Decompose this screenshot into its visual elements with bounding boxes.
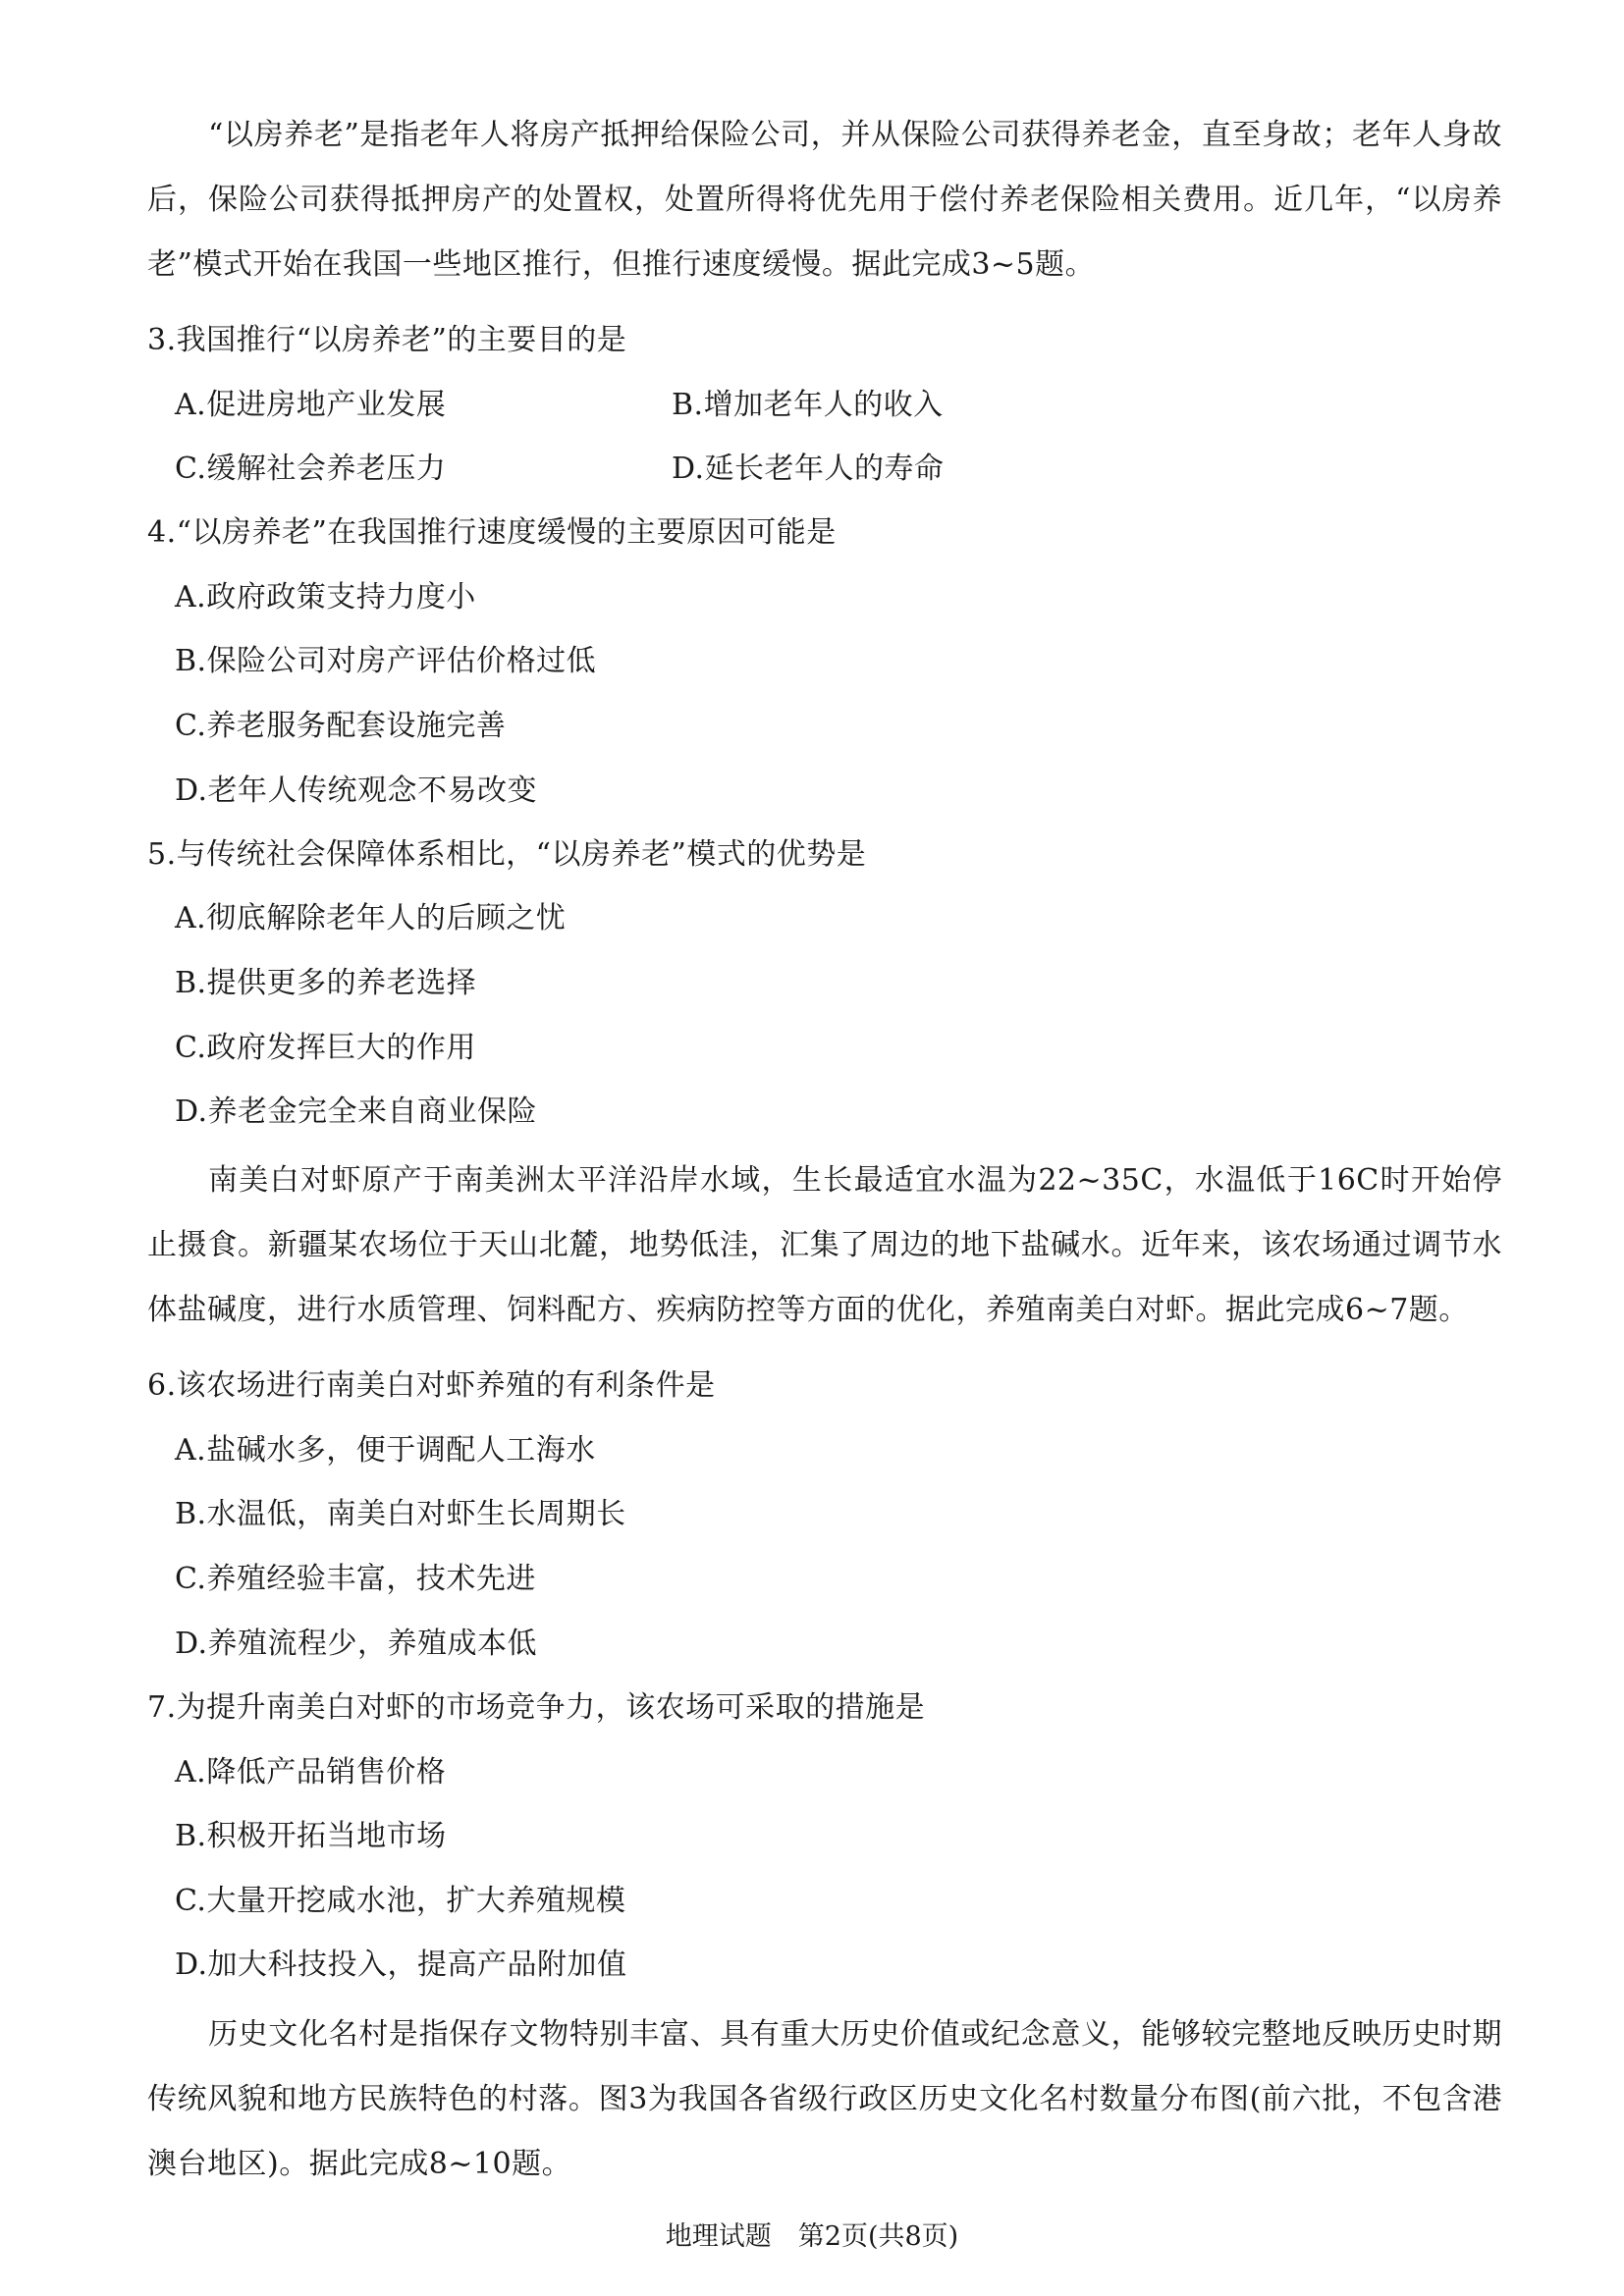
question-4-option-c: C.养老服务配套设施完善: [175, 709, 507, 743]
question-3-option-d: D.延长老年人的寿命: [672, 452, 945, 486]
question-5-option-a: A.彻底解除老年人的后顾之忧: [175, 901, 567, 935]
question-6-option-b: B.水温低，南美白对虾生长周期长: [175, 1497, 626, 1531]
question-3-option-b: B.增加老年人的收入: [672, 388, 944, 422]
question-3-stem: 3.我国推行“以房养老”的主要目的是: [147, 323, 627, 357]
question-4-option-b: B.保险公司对房产评估价格过低: [175, 644, 597, 678]
question-7-option-d: D.加大科技投入，提高产品附加值: [175, 1948, 627, 1982]
question-6-option-d: D.养殖流程少，养殖成本低: [175, 1627, 538, 1661]
question-7-option-b: B.积极开拓当地市场: [175, 1819, 447, 1853]
question-3-option-c: C.缓解社会养老压力: [175, 452, 447, 486]
question-6-stem: 6.该农场进行南美白对虾养殖的有利条件是: [147, 1368, 716, 1403]
passage-white-shrimp: 南美白对虾原产于南美洲太平洋沿岸水域，生长最适宜水温为22~35C，水温低于16C时开始停止摄食。新疆某农场位于天山北麓，地势低洼，汇集了周边的地下盐碱水。近年来，该农场通过调节水体盐碱度，进行水质管理、饲料配方、疾病防控等方面的优化，养殖南美白对虾。据此完成6~7题。: [147, 1163, 1502, 1327]
question-5-stem: 5.与传统社会保障体系相比，“以房养老”模式的优势是: [147, 837, 867, 872]
question-3-option-a: A.促进房地产业发展: [175, 388, 447, 422]
passage-reverse-mortgage: “以房养老”是指老年人将房产抵押给保险公司，并从保险公司获得养老金，直至身故；老年人身故后，保险公司获得抵押房产的处置权，处置所得将优先用于偿付养老保险相关费用。近几年，“以房养老”模式开始在我国一些地区推行，但推行速度缓慢。据此完成3~5题。: [147, 118, 1502, 282]
passage-historic-villages: 历史文化名村是指保存文物特别丰富、具有重大历史价值或纪念意义，能够较完整地反映历史时期传统风貌和地方民族特色的村落。图3为我国各省级行政区历史文化名村数量分布图(前六批，不包含港澳台地区)。据此完成8~10题。: [147, 2017, 1502, 2181]
question-5-option-c: C.政府发挥巨大的作用: [175, 1031, 476, 1065]
question-4-option-d: D.老年人传统观念不易改变: [175, 774, 538, 808]
question-7-stem: 7.为提升南美白对虾的市场竞争力，该农场可采取的措施是: [147, 1690, 926, 1725]
page-footer: 地理试题 第2页(共8页): [665, 2221, 959, 2252]
question-4-option-a: A.政府政策支持力度小: [175, 580, 476, 614]
question-4-stem: 4.“以房养老”在我国推行速度缓慢的主要原因可能是: [147, 515, 837, 550]
question-6-option-a: A.盐碱水多，便于调配人工海水: [175, 1433, 596, 1468]
question-7-option-c: C.大量开挖咸水池，扩大养殖规模: [175, 1884, 626, 1918]
question-6-option-c: C.养殖经验丰富，技术先进: [175, 1562, 536, 1596]
question-7-option-a: A.降低产品销售价格: [175, 1755, 447, 1789]
question-5-option-b: B.提供更多的养老选择: [175, 966, 477, 1000]
question-5-option-d: D.养老金完全来自商业保险: [175, 1095, 538, 1129]
